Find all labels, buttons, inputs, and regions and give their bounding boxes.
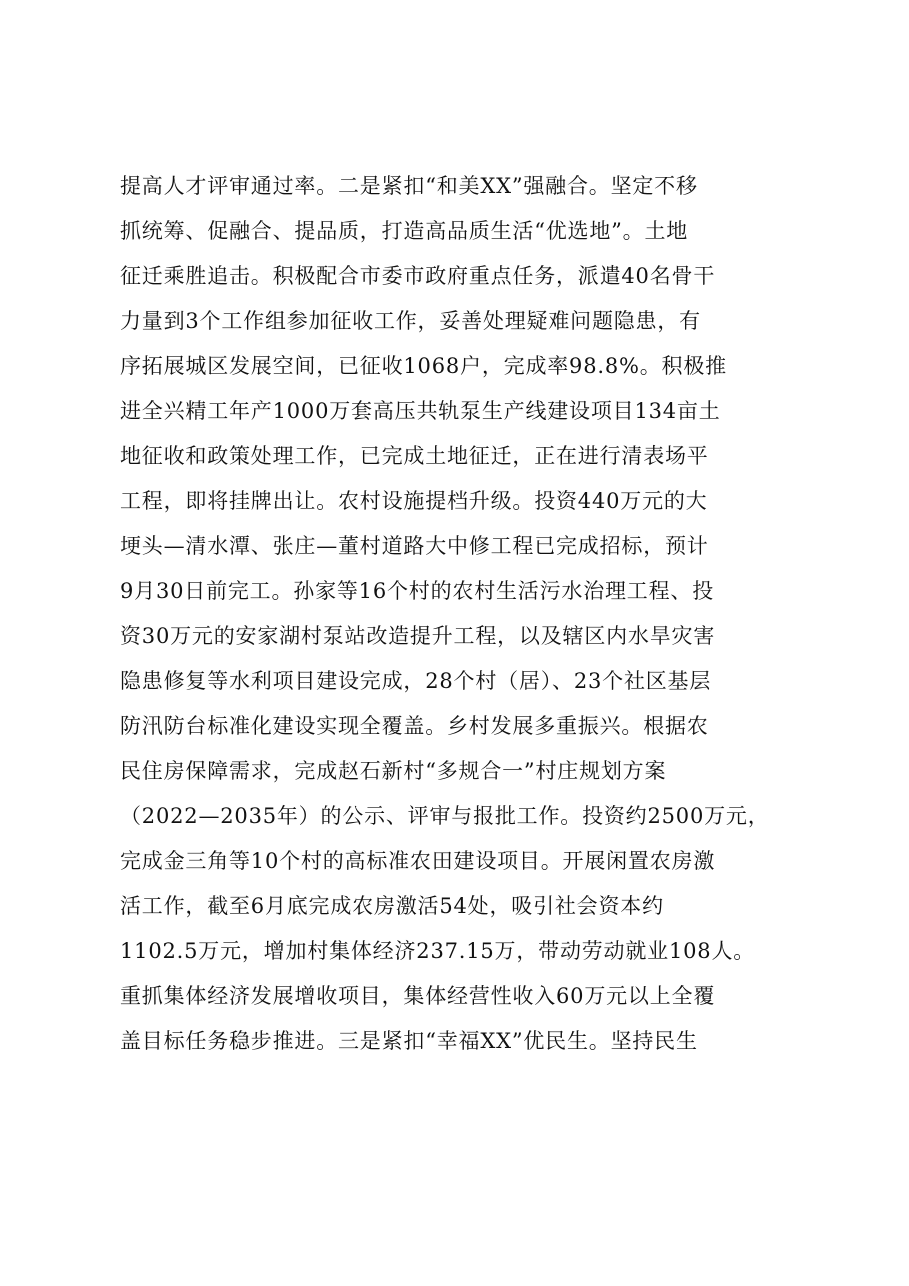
text-line: 地征收和政策处理工作，已完成土地征迁，正在进行清表场平 xyxy=(120,444,709,468)
text-line: 力量到3个工作组参加征收工作，妥善处理疑难问题隐患，有 xyxy=(120,309,701,333)
text-line: 进全兴精工年产1000万套高压共轨泵生产线建设项目134亩土 xyxy=(120,399,721,423)
text-line: 1102.5万元，增加村集体经济237.15万，带动劳动就业108人。 xyxy=(120,939,756,963)
text-line: 埂头—清水潭、张庄—董村道路大中修工程已完成招标，预计 xyxy=(120,534,709,558)
text-line: 民住房保障需求，完成赵石新村“多规合一”村庄规划方案 xyxy=(120,759,667,783)
body-text xyxy=(120,164,810,1064)
text-line: 抓统筹、促融合、提品质，打造高品质生活“优选地”。土地 xyxy=(120,219,689,243)
text-line: 隐患修复等水利项目建设完成，28个村（居）、23个社区基层 xyxy=(120,669,712,693)
text-line: 完成金三角等10个村的高标准农田建设项目。开展闲置农房激 xyxy=(120,849,716,873)
text-line: 防汛防台标准化建设实现全覆盖。乡村发展多重振兴。根据农 xyxy=(120,714,709,738)
text-line: （2022—2035年）的公示、评审与报批工作。投资约2500万元， xyxy=(120,804,770,828)
text-line: 重抓集体经济发展增收项目，集体经营性收入60万元以上全覆 xyxy=(120,984,716,1008)
text-line: 序拓展城区发展空间，已征收1068户，完成率98.8%。积极推 xyxy=(120,354,727,378)
text-line: 盖目标任务稳步推进。三是紧扣“幸福XX”优民生。坚持民生 xyxy=(120,1029,698,1053)
text-line: 9月30日前完工。孙家等16个村的农村生活污水治理工程、投 xyxy=(120,579,715,603)
text-line: 活工作，截至6月底完成农房激活54处，吸引社会资本约 xyxy=(120,894,664,918)
text-line: 征迁乘胜追击。积极配合市委市政府重点任务，派遣40名骨干 xyxy=(120,264,716,288)
text-line: 工程，即将挂牌出让。农村设施提档升级。投资440万元的大 xyxy=(120,489,708,513)
text-line: 提高人才评审通过率。二是紧扣“和美XX”强融合。坚定不移 xyxy=(120,174,698,198)
text-line: 资30万元的安家湖村泵站改造提升工程，以及辖区内水旱灾害 xyxy=(120,624,716,648)
